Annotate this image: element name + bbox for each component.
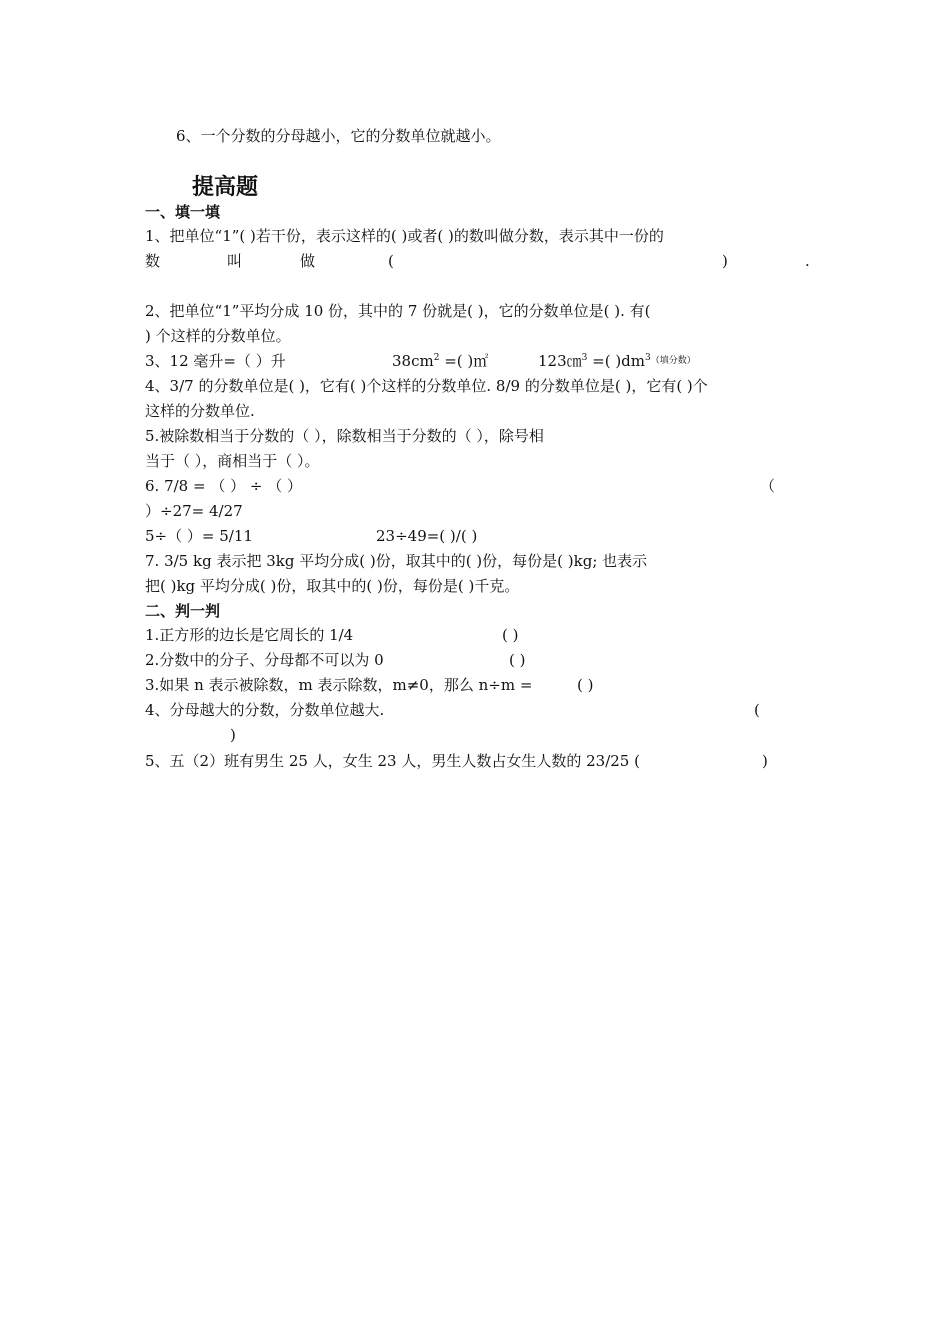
judge-item-4-open-paren: ( bbox=[754, 701, 760, 719]
fill-item-2-line-2: ) 个这样的分数单位。 bbox=[145, 327, 291, 345]
period: . bbox=[805, 252, 810, 270]
open-paren: ( bbox=[388, 252, 394, 270]
close-paren: ) bbox=[722, 252, 728, 270]
fill-item-1-line-1: 1、把单位“1”( )若干份，表示这样的( )或者( )的数叫做分数，表示其中一份的 bbox=[145, 227, 664, 245]
judge-item-2: 2.分数中的分子、分母都不可以为 0 bbox=[145, 651, 384, 669]
dm-exponent: 3 bbox=[645, 353, 651, 363]
fill-item-2-line-1: 2、把单位“1”平均分成 10 份，其中的 7 份就是( )，它的分数单位是( ). 有( bbox=[145, 302, 651, 320]
fill-item-3-c bbox=[538, 351, 696, 371]
judge-item-5: 5、五（2）班有男生 25 人，女生 23 人，男生人数占女生人数的 23/25 ( bbox=[145, 752, 640, 770]
intro-item: 6、一个分数的分母越小，它的分数单位就越小。 bbox=[176, 127, 501, 145]
judge-item-4: 4、分母越大的分数，分数单位越大. bbox=[145, 701, 385, 719]
word-jiao: 叫 bbox=[227, 252, 243, 270]
judge-item-3-answer: ( ) bbox=[577, 676, 594, 694]
fill-item-4-line-1: 4、3/7 的分数单位是( )，它有( )个这样的分数单位. 8/9 的分数单位是( )，它有( )个 bbox=[145, 377, 708, 395]
judge-item-5-close-paren: ) bbox=[762, 752, 768, 770]
area-exponent: 2 bbox=[433, 353, 440, 363]
area-value: 38cm bbox=[392, 352, 434, 370]
part1-heading: 一、填一填 bbox=[145, 203, 221, 221]
judge-item-3: 3.如果 n 表示被除数，m 表示除数，m≠0，那么 n÷m = bbox=[145, 676, 533, 694]
fill-item-6-d: 23÷49=( )/( ) bbox=[376, 527, 478, 545]
fill-item-3-b bbox=[392, 351, 488, 371]
fill-item-5-line-2: 当于（ ），商相当于（ ）。 bbox=[145, 452, 320, 470]
fill-item-7-line-2: 把( )kg 平均分成( )份，取其中的( )份，每份是( )千克。 bbox=[145, 577, 520, 595]
fill-item-6-open-paren: （ bbox=[760, 477, 776, 495]
part2-heading: 二、判一判 bbox=[145, 602, 221, 620]
area-blank: =( )㎡ bbox=[439, 352, 489, 370]
volume-blank: =( )dm bbox=[587, 352, 646, 370]
fill-item-5-line-1: 5.被除数相当于分数的（ ），除数相当于分数的（ ），除号相 bbox=[145, 427, 544, 445]
judge-item-1: 1.正方形的边长是它周长的 1/4 bbox=[145, 626, 354, 644]
judge-item-1-answer: ( ) bbox=[502, 626, 519, 644]
word-shu: 数 bbox=[145, 252, 161, 270]
volume-value: 123㎝ bbox=[538, 352, 582, 370]
fill-item-6-a: 6. 7/8 = （ ） ÷ （ ） bbox=[145, 477, 302, 495]
volume-exponent: 3 bbox=[581, 353, 588, 363]
fill-item-3-a: 3、12 毫升=（ ）升 bbox=[145, 352, 286, 370]
fill-item-6-b: ）÷27= 4/27 bbox=[145, 502, 243, 520]
fill-item-6-c: 5÷（ ）= 5/11 bbox=[145, 527, 253, 545]
fill-item-7-line-1: 7. 3/5 kg 表示把 3kg 平均分成( )份，取其中的( )份，每份是( )kg; 也表示 bbox=[145, 552, 648, 570]
word-zuo: 做 bbox=[300, 252, 316, 270]
fill-fraction-note: （填分数） bbox=[650, 356, 696, 366]
judge-item-4-close-paren: ) bbox=[230, 726, 236, 744]
fill-item-4-line-2: 这样的分数单位. bbox=[145, 402, 255, 420]
judge-item-2-answer: ( ) bbox=[509, 651, 526, 669]
section-title: 提高题 bbox=[192, 175, 259, 200]
